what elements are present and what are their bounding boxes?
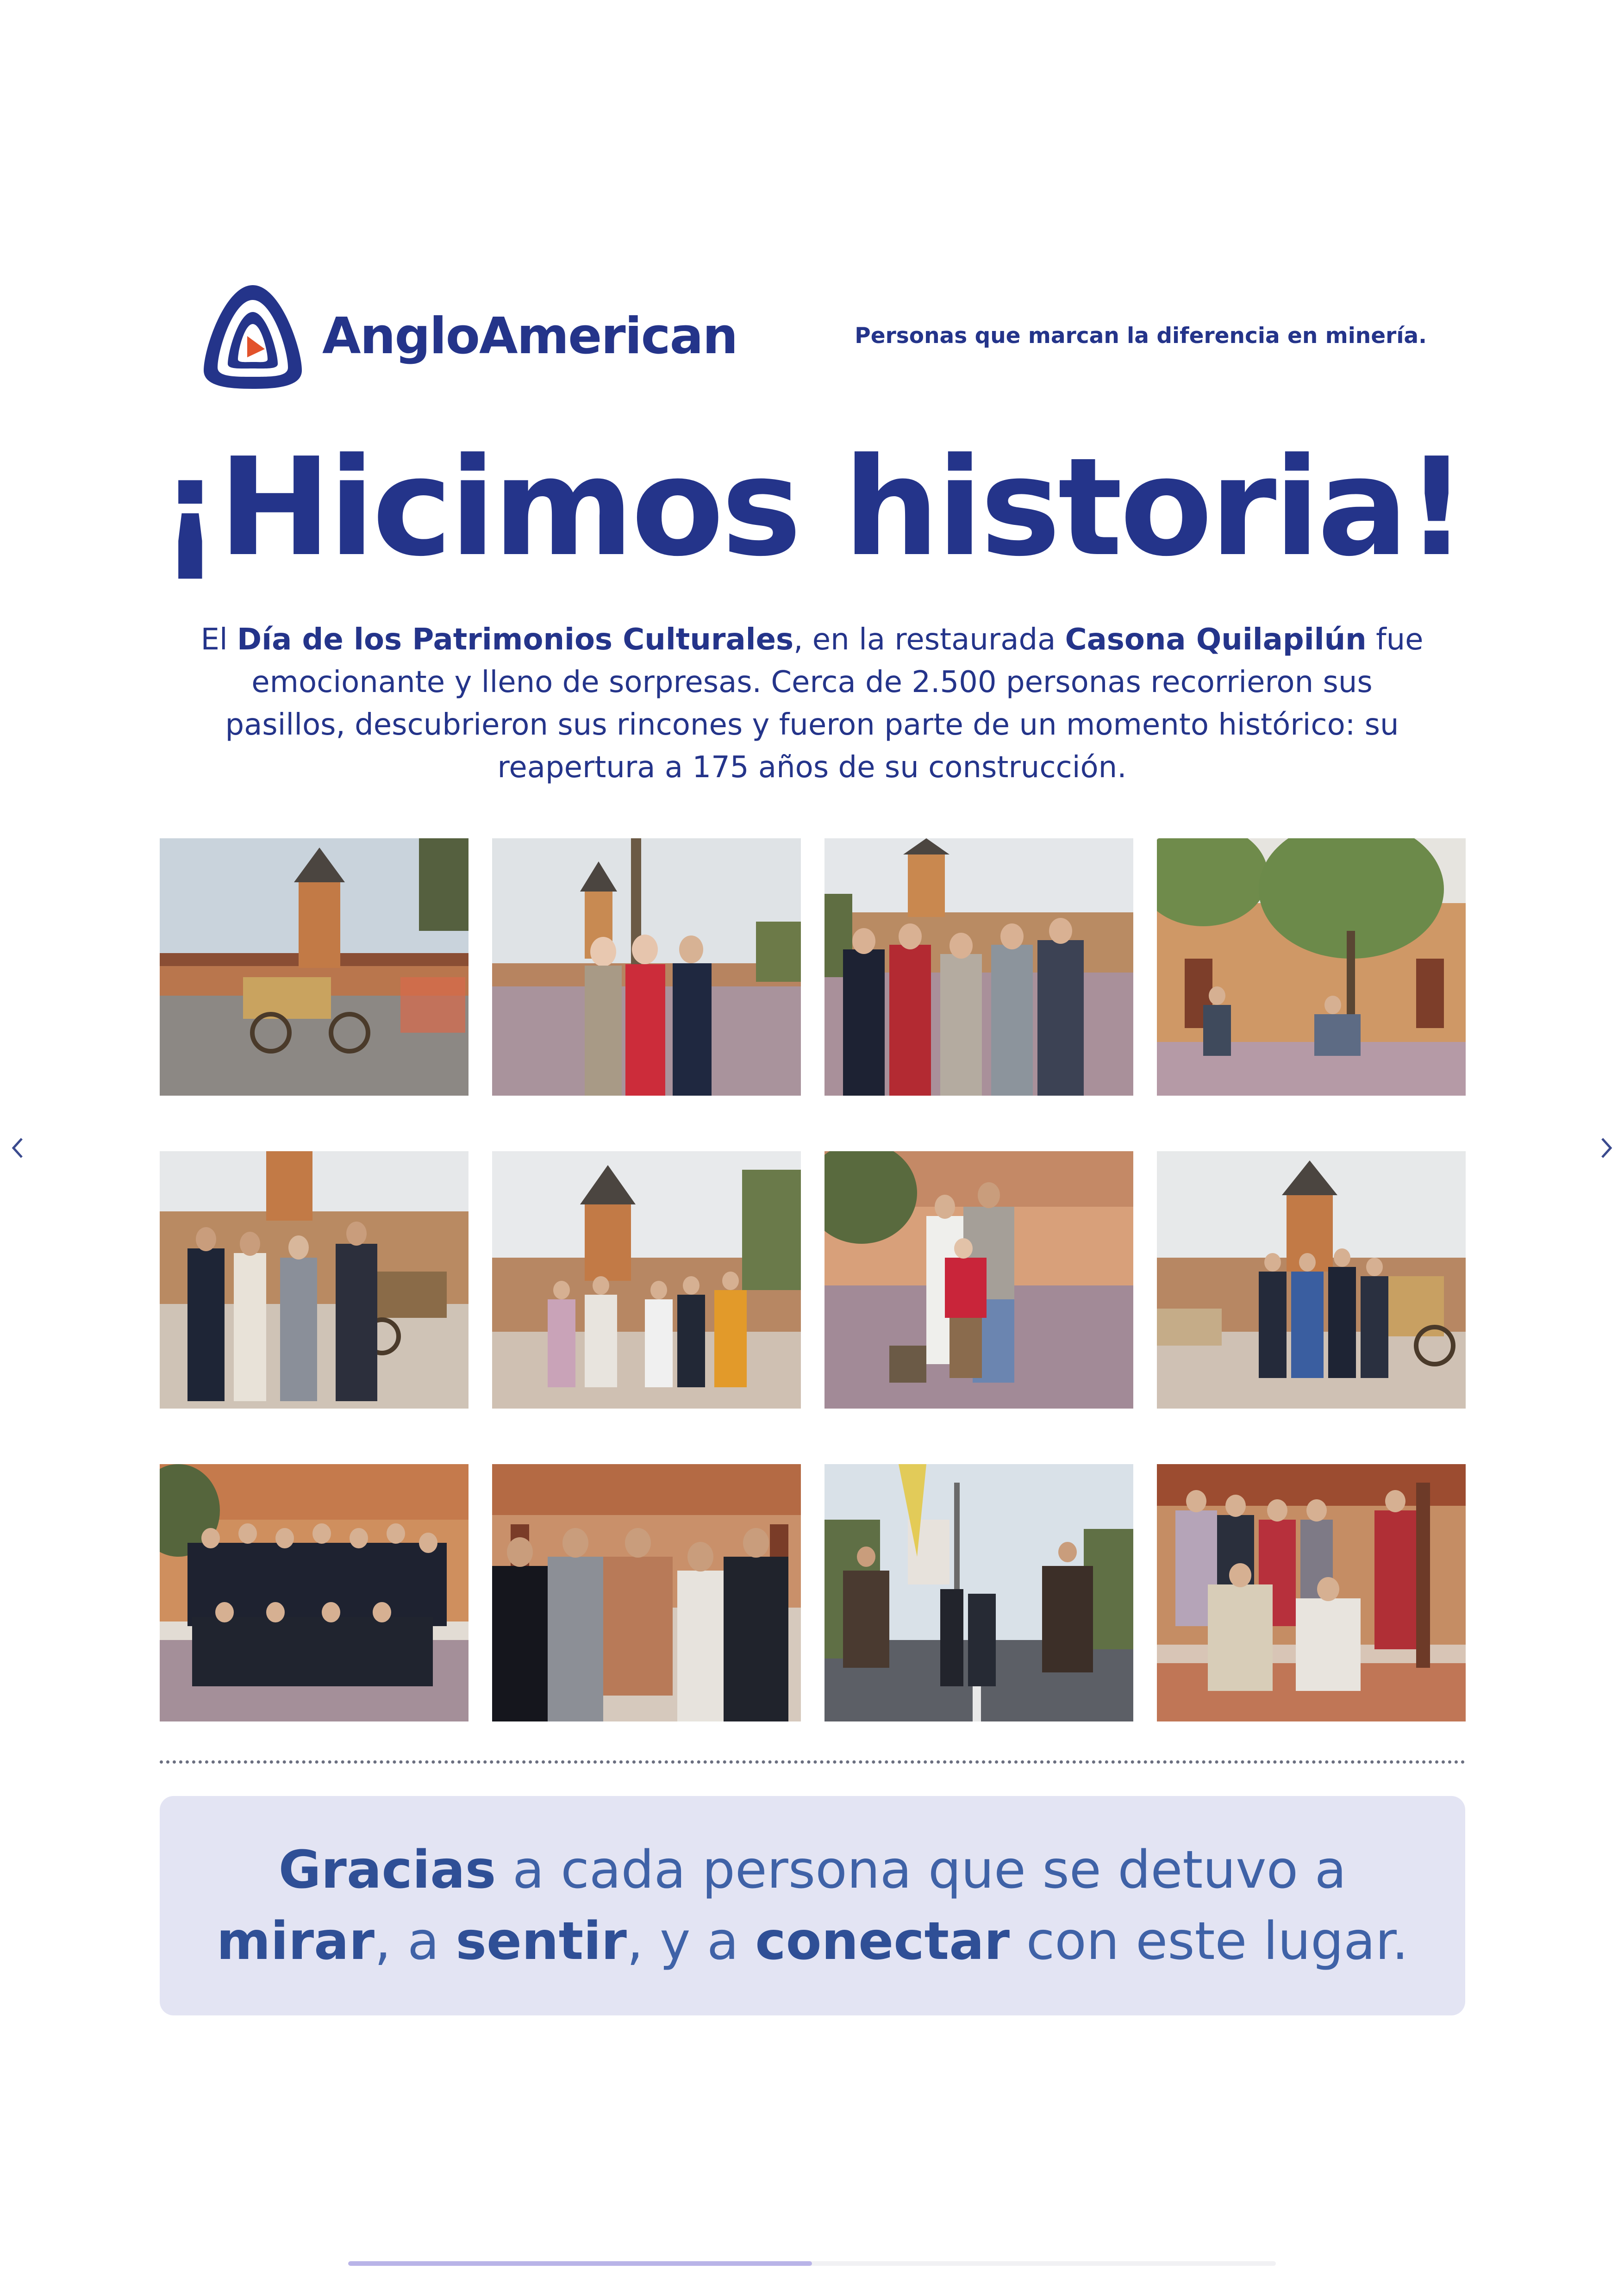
next-page-button[interactable] xyxy=(1593,1129,1620,1166)
previous-page-button[interactable] xyxy=(4,1129,31,1166)
group-family-photo xyxy=(824,838,1133,1096)
staff-group-photo xyxy=(160,1464,468,1721)
couple-dog-photo xyxy=(824,1151,1133,1409)
group-with-cart-photo xyxy=(160,1151,468,1409)
group-ponchos-photo xyxy=(492,1464,801,1721)
tower-cart-photo xyxy=(160,838,468,1096)
thanks-line-2: mirar, a sentir, y a conectar con este lugar. xyxy=(216,1911,1409,1971)
group-trio-photo xyxy=(492,838,801,1096)
dotted-divider xyxy=(160,1760,1465,1764)
anglo-american-logo-icon xyxy=(197,280,308,393)
seated-elders-photo xyxy=(1157,1464,1466,1721)
page-progress-bar xyxy=(348,2261,1276,2266)
garden-trees-photo xyxy=(1157,838,1466,1096)
group-cart-tower-photo xyxy=(1157,1151,1466,1409)
brand-tagline: Personas que marcan la diferencia en minería. xyxy=(855,323,1427,349)
brand-logo xyxy=(197,280,737,393)
thanks-line-1: Gracias a cada persona que se detuvo a xyxy=(278,1840,1347,1900)
page-progress-fill xyxy=(348,2261,812,2266)
thanks-banner xyxy=(160,1796,1465,2015)
group-tower-photo xyxy=(492,1151,801,1409)
horse-riders-photo xyxy=(824,1464,1133,1721)
page-title: ¡Hicimos historia! xyxy=(159,429,1465,586)
photo-gallery xyxy=(160,838,1465,1721)
intro-paragraph: El Día de los Patrimonios Culturales, en la restaurada Casona Quilapilún fue emocionante y lleno de sorpresas. Cerca de 2.500 personas recorrieron sus pasillos, descubrieron sus rincones y fueron parte de un momento histórico: su reapertura a 175 años de su construcción. xyxy=(200,623,1424,785)
chevron-right-icon xyxy=(1599,1136,1614,1160)
chevron-left-icon xyxy=(10,1136,25,1160)
brand-name: AngloAmerican xyxy=(322,307,737,365)
